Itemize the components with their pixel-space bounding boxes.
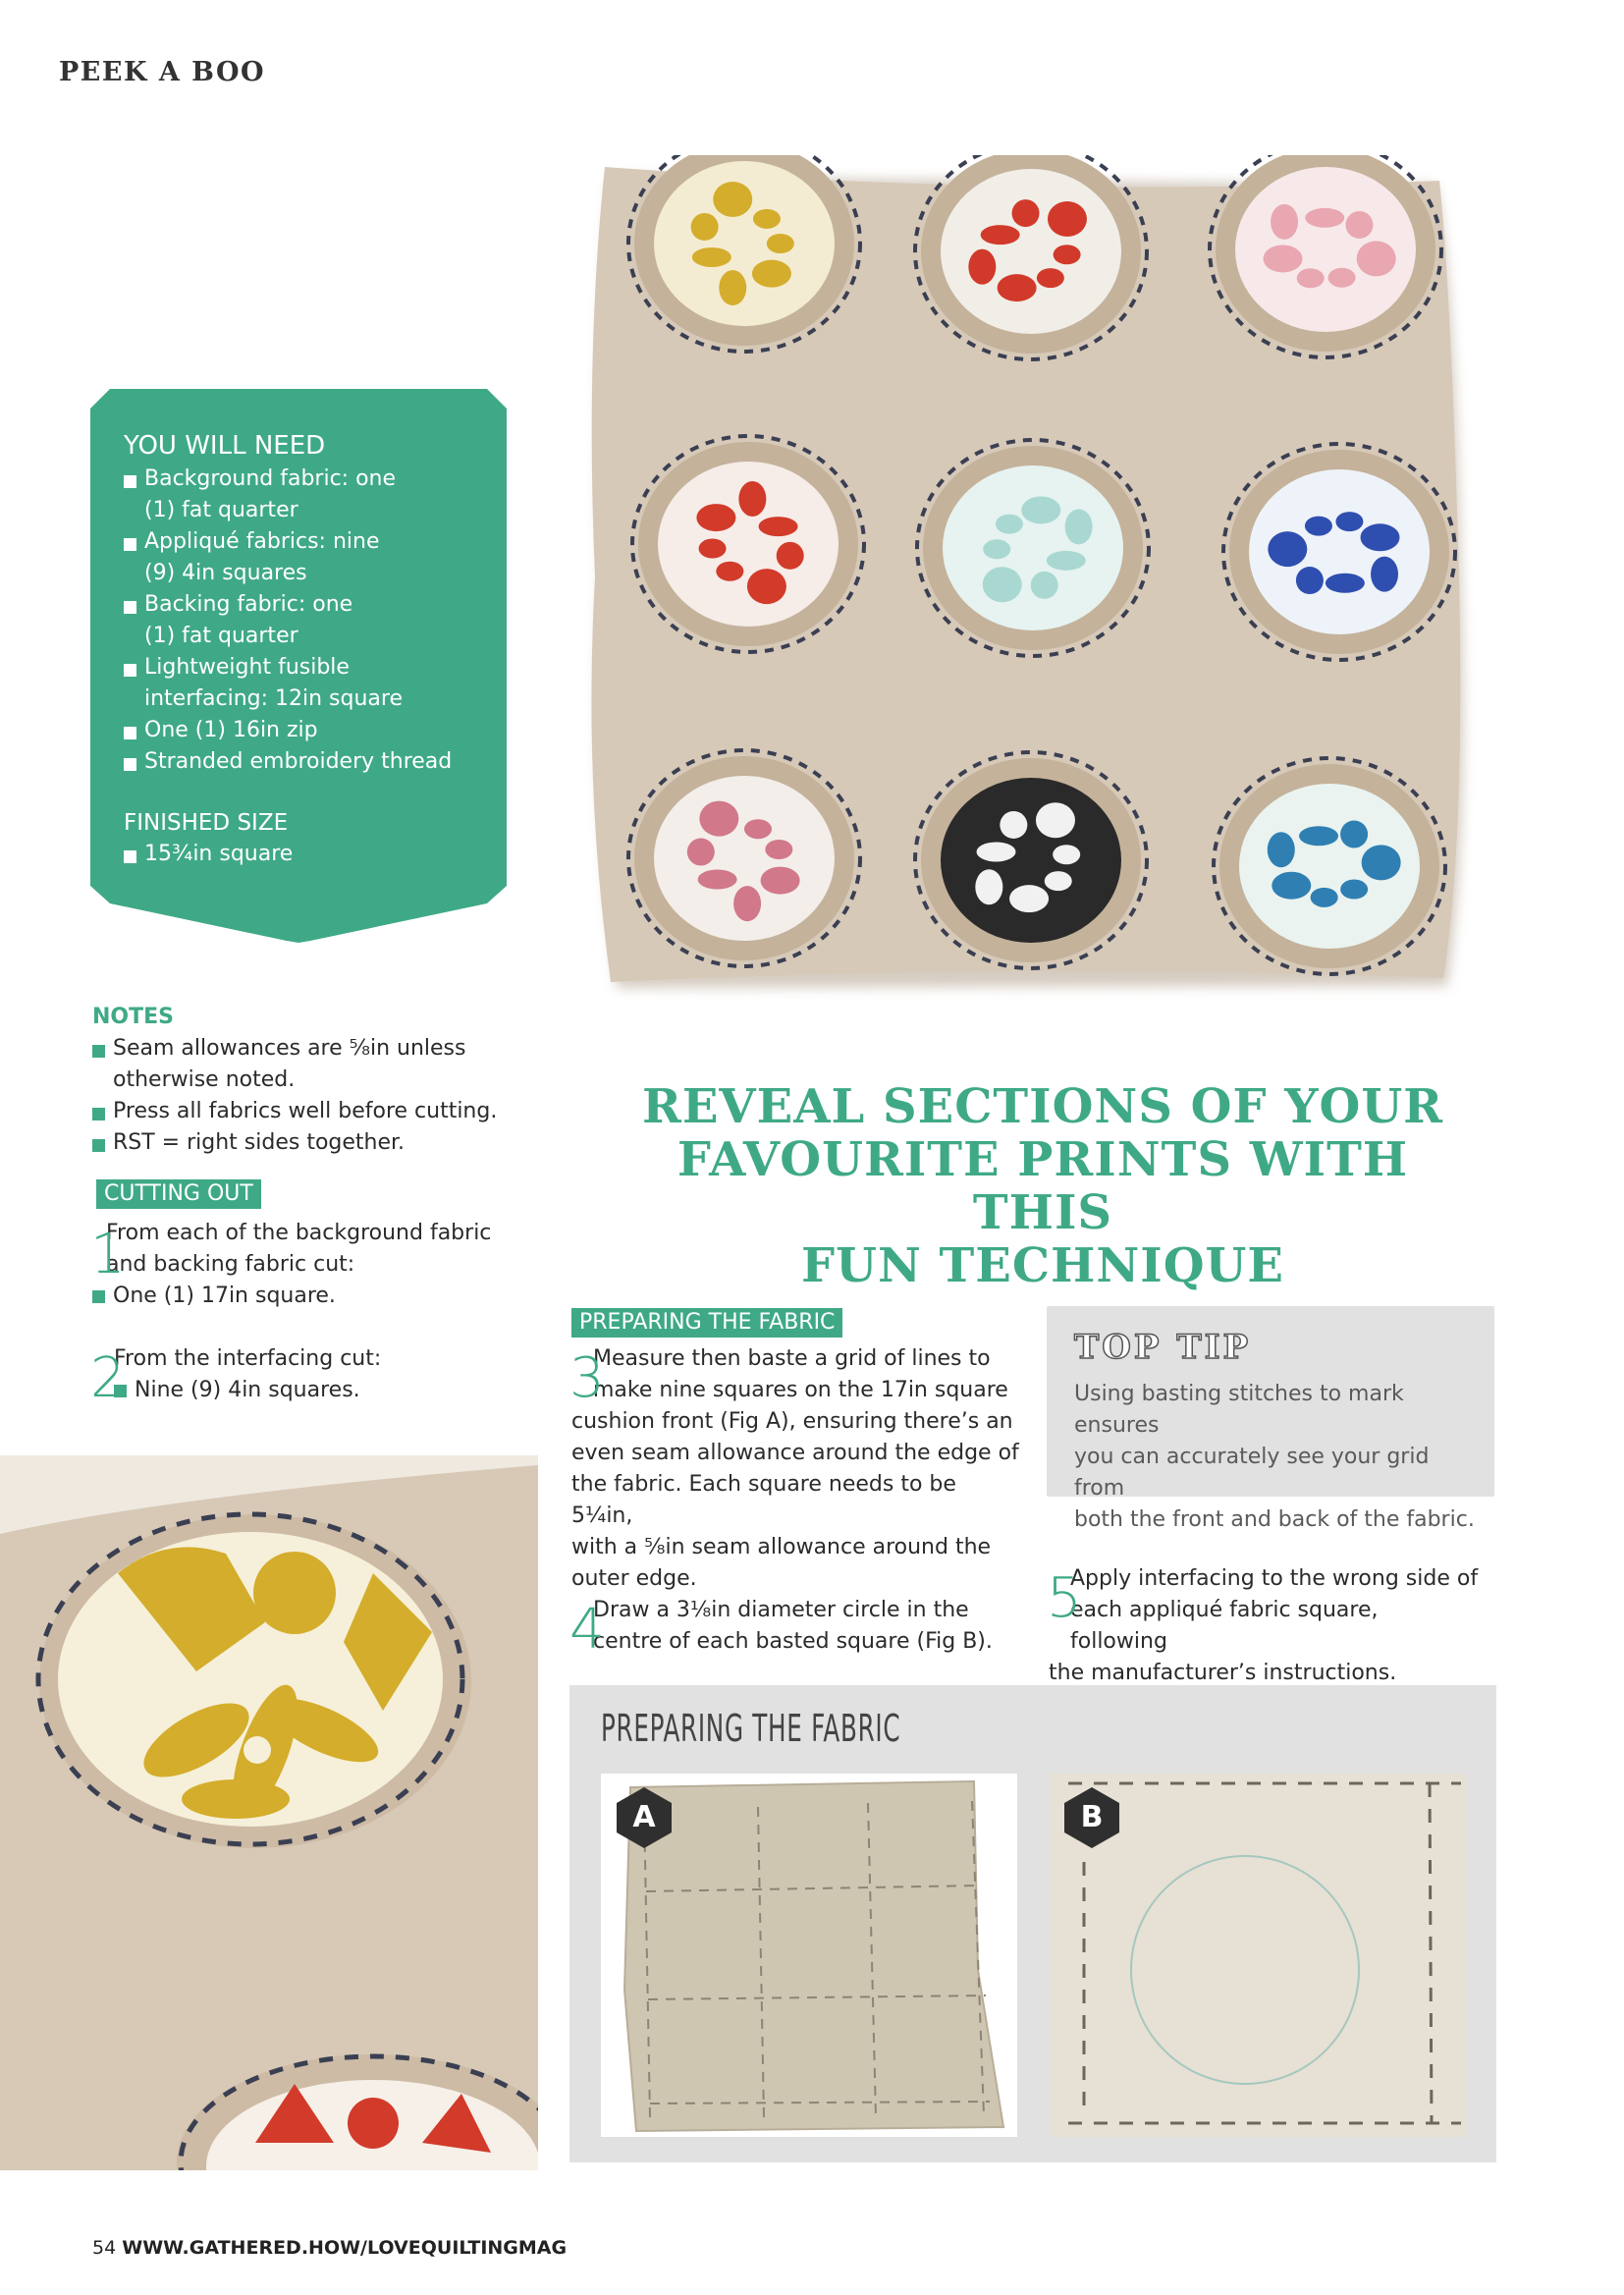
cutting-out-heading: CUTTING OUT (96, 1179, 261, 1209)
list-item: Backing fabric: one (1) fat quarter (124, 589, 487, 652)
fabric-print-motif (1326, 574, 1365, 593)
applique-fabric (943, 465, 1123, 630)
cushion-photo (571, 155, 1479, 1008)
fabric-print-motif (1296, 567, 1324, 594)
step-number: 4 (569, 1598, 605, 1662)
fabric-print-motif (998, 274, 1037, 301)
fabric-print-motif (1335, 512, 1363, 531)
fabric-print-motif (1268, 832, 1295, 867)
step-3: 3 Measure then baste a grid of lines to make nine squares on the 17in square cushion front (Fig A), ensuring there’s an even seam allowance around the edge of the fabric. Each square needs to be 5¼in, with a ⁵⁄₈in seam allowance around the outer edge. (569, 1346, 1019, 1591)
step-5: 5 Apply interfacing to the wrong side of each appliqué fabric square, following the manufacturer’s instructions. (1047, 1566, 1479, 1685)
fabric-print-motif (696, 504, 735, 531)
step-2: 2 From the interfacing cut: Nine (9) 4in squares. (90, 1346, 382, 1410)
step-number: 1 (90, 1223, 126, 1286)
step-4: 4 Draw a 3¹⁄₈in diameter circle in the centre of each basted square (Fig B). (569, 1598, 993, 1662)
fabric-print-motif (1047, 551, 1086, 571)
fabric-print-motif (1340, 821, 1368, 848)
fabric-print-motif (975, 869, 1002, 904)
fabric-print-motif (1305, 517, 1332, 536)
top-tip-title: TOP TIP (1074, 1328, 1252, 1367)
fabric-print-motif (983, 567, 1022, 602)
fabric-print-motif (699, 801, 738, 837)
list-item: Stranded embroidery thread (124, 746, 487, 778)
fabric-print-motif (1264, 245, 1303, 272)
fabric-print-motif (692, 247, 731, 267)
fabric-print-motif (1345, 211, 1373, 239)
fabric-print-motif (687, 839, 715, 866)
figure-title: PREPARING THE FABRIC (601, 1707, 901, 1750)
fabric-print-motif (1054, 245, 1081, 264)
you-will-need-title: YOU WILL NEED (124, 431, 326, 461)
fabric-print-motif (1311, 888, 1338, 907)
fabric-print-motif (765, 840, 792, 859)
fabric-print-motif (691, 213, 719, 241)
list-item: RST = right sides together. (92, 1127, 524, 1159)
step-number: 2 (90, 1346, 126, 1410)
notes-section (92, 1002, 524, 1159)
finished-size-title: FINISHED SIZE (124, 810, 289, 836)
fabric-print-motif (1009, 885, 1049, 912)
fabric-print-motif (1268, 531, 1307, 567)
step-1: 1 From each of the background fabric and backing fabric cut: One (1) 17in square. (90, 1221, 492, 1308)
fabric-print-motif (1340, 880, 1368, 900)
step-number: 3 (569, 1346, 605, 1410)
applique-fabric (941, 778, 1121, 943)
figure-b (1049, 1774, 1465, 2137)
running-head: PEEK A BOO (59, 57, 266, 87)
fabric-print-motif (777, 542, 804, 570)
top-tip-text: Using basting stitches to mark ensures you can accurately see your grid from both the front and back of the fabric. (1074, 1382, 1475, 1532)
fabric-print-motif (1031, 572, 1058, 599)
fabric-print-motif (767, 234, 794, 253)
footer-url: WWW.GATHERED.HOW/LOVEQUILTINGMAG (122, 2237, 568, 2259)
page-number: 54 (92, 2237, 117, 2259)
fabric-print-motif (733, 886, 761, 921)
list-item: Appliqué fabrics: nine (9) 4in squares (124, 526, 487, 589)
fabric-print-motif (738, 481, 766, 517)
fabric-print-motif (716, 562, 743, 581)
figure-a-label: A (632, 1800, 656, 1834)
fabric-print-motif (996, 515, 1023, 534)
fabric-print-motif (759, 517, 798, 536)
fabric-print-motif (1299, 826, 1338, 846)
fabric-print-motif (1012, 199, 1040, 227)
step-number: 5 (1047, 1566, 1082, 1630)
fabric-print-motif (747, 569, 786, 604)
fabric-print-motif (1037, 268, 1064, 288)
fabric-print-motif (1361, 523, 1400, 551)
figure-a (601, 1774, 1017, 2137)
fabric-print-motif (698, 870, 737, 890)
fabric-print-motif (1305, 208, 1344, 228)
fabric-print-motif (1021, 496, 1060, 523)
detail-photo (0, 1455, 538, 2170)
fabric-print-motif (1045, 871, 1072, 891)
fabric-print-motif (1065, 509, 1093, 544)
notes-title: NOTES (92, 1005, 174, 1029)
fabric-print-motif (713, 182, 752, 217)
applique-circles (628, 155, 1455, 974)
fabric-print-motif (977, 842, 1016, 861)
fabric-print-motif (1328, 268, 1356, 288)
you-will-need-panel (90, 385, 507, 943)
finished-size-value: 15¾in square (124, 839, 487, 870)
list-item: Seam allowances are ⁵⁄₈in unless otherwise noted. (92, 1033, 524, 1096)
fabric-print-motif (752, 260, 791, 288)
figure-b-label: B (1080, 1800, 1104, 1834)
fabric-print-motif (761, 867, 800, 895)
fabric-print-motif (744, 819, 772, 839)
fabric-print-motif (981, 225, 1020, 245)
fabric-print-motif (699, 539, 727, 559)
fabric-print-motif (1362, 845, 1401, 880)
list-item: Background fabric: one (1) fat quarter (124, 464, 487, 526)
list-item: One (1) 16in zip (124, 715, 487, 746)
list-item: Lightweight fusible interfacing: 12in square (124, 652, 487, 715)
fabric-print-motif (1272, 872, 1311, 900)
fabric-print-motif (1053, 845, 1080, 864)
fabric-print-motif (1271, 204, 1298, 240)
fabric-print-motif (1048, 201, 1087, 237)
headline: REVEAL SECTIONS OF YOUR FAVOURITE PRINTS WITH THIS FUN TECHNIQUE (641, 1079, 1444, 1293)
fabric-print-motif (1297, 268, 1325, 288)
fabric-print-motif (968, 249, 996, 285)
list-item: Press all fabrics well before cutting. (92, 1096, 524, 1127)
applique-fabric (941, 169, 1121, 334)
fabric-print-motif (1036, 802, 1075, 838)
fabric-print-motif (1000, 811, 1027, 839)
preparing-heading: PREPARING THE FABRIC (571, 1308, 842, 1338)
fabric-print-motif (1357, 241, 1396, 276)
fabric-print-motif (753, 209, 781, 229)
fabric-print-motif (719, 270, 746, 305)
fabric-print-motif (983, 539, 1010, 559)
fabric-print-motif (1371, 557, 1398, 592)
footer (92, 2237, 567, 2259)
